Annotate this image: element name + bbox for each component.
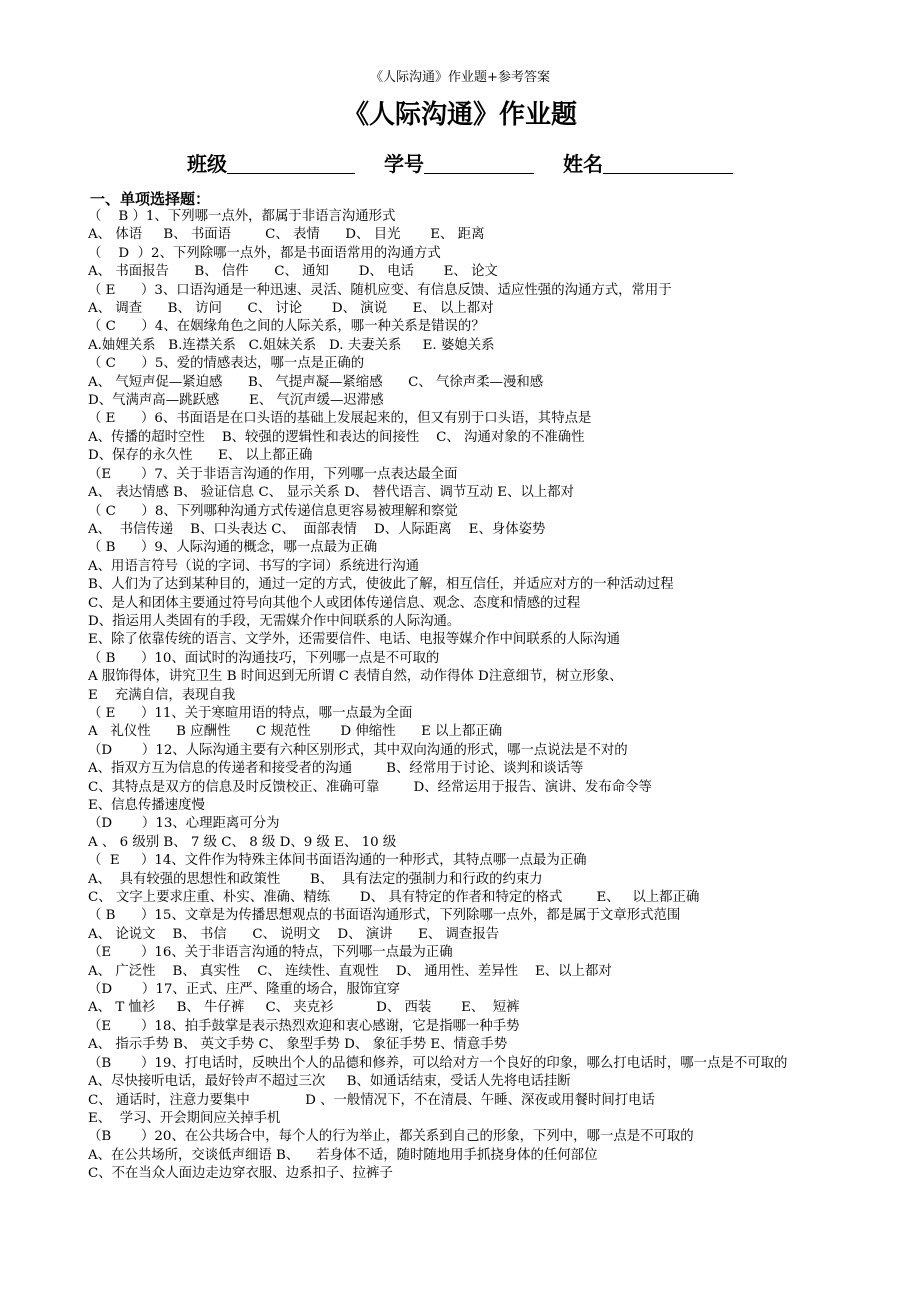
text-line: （ D ）2、下列除哪一点外，都是书面语常用的沟通方式 [88, 245, 441, 261]
text-line: D、指运用人类固有的手段，无需媒介作中间联系的人际沟通。 [88, 613, 461, 629]
text-line: （ B ）9、人际沟通的概念，哪一点最为正确 [88, 540, 378, 556]
text-line: （ E ）6、书面语是在口头语的基础上发展起来的，但又有别于口头语，其特点是 [88, 411, 592, 427]
text-line: A、 论说文 B、 书信 C、 说明文 D、 演讲 E、 调查报告 [88, 926, 500, 942]
text-line: （ C ）4、在姻缘角色之间的人际关系，哪一种关系是错误的？ [88, 319, 485, 335]
text-line: A、 书面报告 B、 信件 C、 通知 D、 电话 E、 论文 [88, 264, 498, 280]
text-line: A、 气短声促—紧迫感 B、 气提声凝—紧缩感 C、 气徐声柔—漫和感 [88, 374, 544, 390]
text-line: （E ）16、关于非语言沟通的特点，下列哪一点最为正确 [88, 945, 453, 961]
text-line: （D ）13、心理距离可分为 [88, 816, 280, 832]
text-line: A、 具有较强的思想性和政策性 B、 具有法定的强制力和行政的约束力 [88, 871, 543, 887]
text-line: C、是人和团体主要通过符号向其他个人或团体传递信息、观念、态度和情感的过程 [88, 595, 581, 611]
text-line: A、 广泛性 B、 真实性 C、 连续性、直观性 D、 通用性、差异性 E、以上都对 [88, 963, 612, 979]
text-line: A 礼仪性 B 应酬性 C 规范性 D 伸缩性 E 以上都正确 [88, 724, 503, 740]
text-line: A、尽快接听电话，最好铃声不超过三次 B、如通话结束，受话人先将电话挂断 [88, 1074, 571, 1090]
text-line: （E ）18、拍手鼓掌是表示热烈欢迎和衷心感谢，它是指哪一种手势 [88, 1018, 520, 1034]
text-line: D、保存的永久性 E、 以上都正确 [88, 448, 313, 464]
text-line: （D ）12、人际沟通主要有六种区别形式，其中双向沟通的形式，哪一点说法是不对的 [88, 742, 628, 758]
section-title: 一、单项选择题： [90, 190, 211, 208]
student-info-fields [0, 148, 920, 177]
text-line: E、信息传播速度慢 [88, 798, 205, 813]
student-id-blank [424, 151, 534, 174]
text-line: （ E ）14、文件作为特殊主体间书面语沟通的一种形式，其特点哪一点最为正确 [88, 853, 587, 869]
class-label: 班级 [187, 152, 228, 176]
name-label: 姓名 [562, 152, 603, 176]
text-line: A、传播的超时空性 B、较强的逻辑性和表达的间接性 C、 沟通对象的不准确性 [88, 429, 585, 445]
text-line: C、 通话时，注意力要集中 D 、一般情况下，不在清晨、午睡、深夜或用餐时间打电话 [88, 1092, 655, 1108]
text-line: （ C ）5、爱的情感表达，哪一点是正确的 [88, 356, 365, 372]
question-list [88, 208, 833, 1184]
text-line: A、指双方互为信息的传递者和接受者的沟通 B、经常用于讨论、谈判和谈话等 [88, 761, 584, 777]
text-line: A、 调查 B、 访问 C、 讨论 D、 演说 E、 以上都对 [88, 301, 494, 317]
text-line: E 充满自信，表现自我 [88, 687, 236, 703]
text-line: A 服饰得体，讲究卫生 B 时间迟到无所谓 C 表情自然，动作得体 D注意细节，树立形象、 [88, 669, 623, 685]
text-line: （B ）19、打电话时，反映出个人的品德和修养，可以给对方一个良好的印象，哪么打电话时，哪一点是不可取的 [88, 1055, 788, 1071]
text-line: （ B ）1、下列哪一点外，都属于非语言沟通形式 [88, 209, 396, 224]
text-line: A、在公共场所，交谈低声细语 B、 若身体不适，随时随地用手抓挠身体的任何部位 [88, 1147, 598, 1163]
text-line: E、除了依靠传统的语言、文学外，还需要信件、电话、电报等媒介作中间联系的人际沟通 [88, 632, 621, 648]
text-line: （ E ）3、口语沟通是一种迅速、灵活、随机应变、有信息反馈、适应性强的沟通方式，常用于 [88, 282, 672, 298]
text-line: A、 书信传递 B、口头表达 C、 面部表情 D、人际距离 E、身体姿势 [88, 521, 546, 537]
text-line: A、 T 恤衫 B、 牛仔裤 C、 夹克衫 D、 西装 E、 短裤 [88, 1000, 520, 1016]
text-line: E、 学习、开会期间应关掉手机 [88, 1110, 281, 1126]
text-line: A、 体语 B、 书面语 C、 表情 D、 目光 E、 距离 [88, 227, 485, 243]
text-line: C、不在当众人面边走边穿衣服、边系扣子、拉裤子 [88, 1166, 393, 1182]
text-line: A.妯娌关系 B.连襟关系 C.姐妹关系 D. 夫妻关系 E. 婆媳关系 [88, 337, 495, 353]
text-line: D、气满声高—跳跃感 E、 气沉声缓—迟滞感 [88, 393, 384, 409]
class-blank [227, 151, 355, 174]
text-line: （E ）7、关于非语言沟通的作用，下列哪一点表达最全面 [88, 466, 458, 482]
page-header: 《人际沟通》作业题+参考答案 [370, 70, 550, 85]
text-line: A、用语言符号（说的字词、书写的字词）系统进行沟通 [88, 558, 420, 574]
text-line: （ C ）8、下列哪种沟通方式传递信息更容易被理解和察觉 [88, 503, 458, 519]
text-line: （D ）17、正式、庄严、隆重的场合，服饰宜穿 [88, 982, 400, 998]
text-line: C、其特点是双方的信息及时反馈校正、准确可靠 D、经常运用于报告、演讲、发布命令等 [88, 779, 652, 795]
text-line: （ B ）15、文章是为传播思想观点的书面语沟通形式，下列除哪一点外，都是属于文章形式范围 [88, 908, 681, 924]
text-line: （B ）20、在公共场合中，每个人的行为举止，都关系到自己的形象，下列中，哪一点是不可取的 [88, 1129, 694, 1145]
text-line: B、人们为了达到某种目的，通过一定的方式，使彼此了解，相互信任，并适应对方的一种活动过程 [88, 577, 674, 593]
document-title: 《人际沟通》作业题 [342, 100, 577, 130]
text-line: （ B ）10、面试时的沟通技巧，下列哪一点是不可取的 [88, 650, 440, 666]
text-line: A 、 6 级别 B、 7 级 C、 8 级 D、9 级 E、 10 级 [88, 834, 397, 850]
text-line: A、 表达情感 B、 验证信息 C、 显示关系 D、 替代语言、调节互动 E、以上都对 [88, 485, 575, 501]
text-line: C、 文字上要求庄重、朴实、准确、精练 D、 具有特定的作者和特定的格式 E、 以上都正确 [88, 890, 700, 906]
text-line: A、 指示手势 B、 英文手势 C、 象型手势 D、 象征手势 E、情意手势 [88, 1037, 508, 1053]
text-line: （ E ）11、关于寒暄用语的特点，哪一点最为全面 [88, 705, 413, 721]
name-blank [603, 151, 733, 174]
student-id-label: 学号 [384, 152, 424, 176]
